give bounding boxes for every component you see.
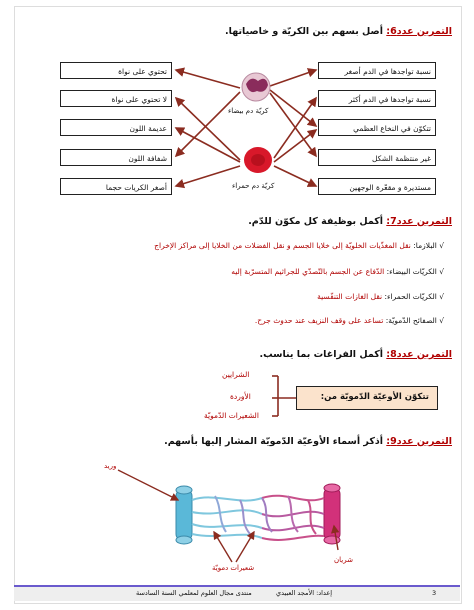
- vessel-capillaries: الشعيرات الدّمويّة: [204, 411, 259, 420]
- page-footer: [14, 585, 460, 601]
- exercise-9-label: التمرين عدد9:: [386, 436, 452, 447]
- function-term: الكريّات البيضاء:: [386, 267, 437, 276]
- vessel-veins: الأوردة: [230, 392, 251, 401]
- function-term: الصفائح الدّمويّة:: [385, 316, 437, 325]
- function-answer: تساعد على وقف النزيف عند حدوث جرح.: [254, 316, 384, 325]
- footer-author: إعداد: الأمجد العبيدي: [276, 589, 333, 597]
- left-box-1: تحتوي على نواة: [60, 62, 172, 79]
- footer-forum: منتدى مجال العلوم لمعلمي السنة السادسة: [136, 589, 252, 597]
- exercise-7-instruction: أكمل بوظيفة كل مكوّن للدّم.: [248, 216, 383, 227]
- right-box-1: نسبة تواجدها في الدم أصغر: [318, 62, 436, 79]
- vessel-composition-box: تتكوّن الأوعيّة الدّمويّة من:: [296, 386, 438, 410]
- exercise-9-instruction: أذكر أسماء الأوعيّة الدّمويّة المشار إليها بأسهم.: [164, 436, 383, 447]
- function-term: البلازما:: [413, 241, 437, 250]
- checkmark: √: [439, 292, 444, 301]
- white-cell-label: كريّة دم بيضاء: [228, 107, 269, 115]
- function-answer: نقل المغذّيات الخلويّة إلى خلايا الجسم و نقل الفضلات من الخلايا إلى مراكز الإخراج: [154, 241, 411, 250]
- right-box-4: غير منتظمة الشكل: [318, 149, 436, 166]
- footer-page-number: 3: [432, 589, 437, 597]
- exercise-6-label: التمرين عدد6:: [386, 26, 452, 37]
- checkmark: √: [439, 241, 444, 250]
- left-box-4: شفافة اللون: [60, 149, 172, 166]
- exercise-7-label: التمرين عدد7:: [386, 216, 452, 227]
- diagram-label-vein: وريد: [104, 462, 117, 470]
- checkmark: √: [439, 267, 444, 276]
- exercise-6-instruction: أصل بسهم بين الكريّة و خاصياتها.: [225, 26, 383, 37]
- right-box-5: مستديرة و مقعّرة الوجهين: [318, 178, 436, 195]
- exercise-8-instruction: أكمل الفراغات بما يناسب.: [259, 349, 383, 360]
- exercise-8-label: التمرين عدد8:: [386, 349, 452, 360]
- left-box-5: أصغر الكريات حجما: [60, 178, 172, 195]
- checkmark: √: [439, 316, 444, 325]
- function-term: الكريّات الحمراء:: [384, 292, 437, 301]
- function-answer: نقل الغازات التنفّسية: [317, 292, 383, 301]
- right-box-2: نسبة تواجدها في الدم أكثر: [318, 90, 436, 107]
- left-box-3: عديمة اللون: [60, 119, 172, 136]
- function-answer: الدّفاع عن الجسم بالتّصدّي للجراثيم المتسرّبة إليه: [231, 267, 385, 276]
- left-box-2: لا تحتوي على نواة: [60, 90, 172, 107]
- diagram-label-artery: شريان: [334, 556, 353, 564]
- red-cell-label: كريّة دم حمراء: [232, 182, 275, 190]
- vessel-arteries: الشرايين: [222, 370, 250, 379]
- diagram-label-capillaries: شعيرات دمويّة: [212, 564, 255, 572]
- right-box-3: تتكوّن في النخاع العظمي: [318, 119, 436, 136]
